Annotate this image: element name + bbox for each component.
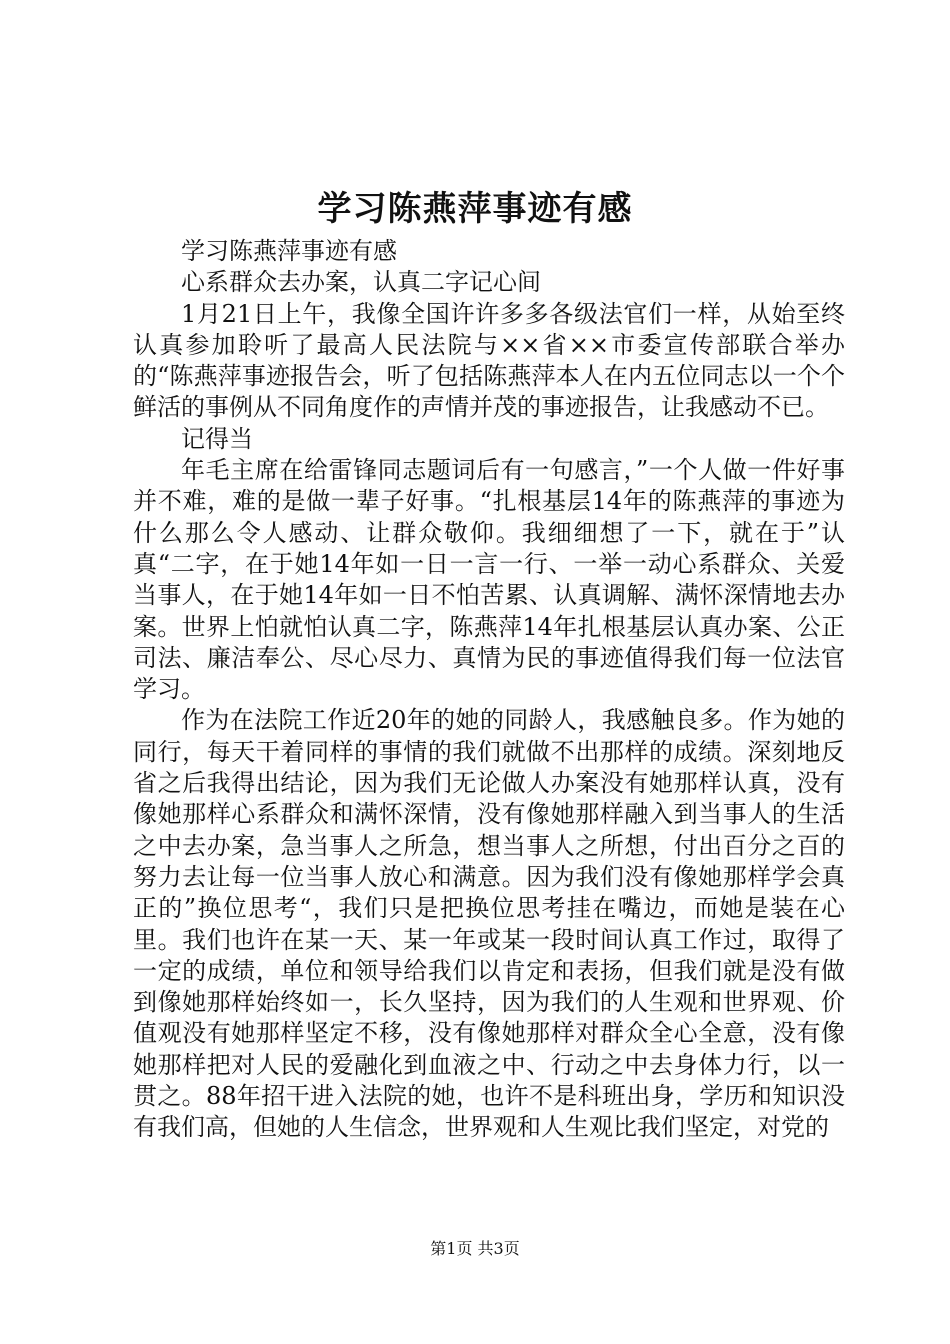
paragraph: 年毛主席在给雷锋同志题词后有一句感言，”一个人做一件好事并不难，难的是做一辈子好事。“扎根基层14年的陈燕萍的事迹为什么那么令人感动、让群众敬仰。我细细想了一下，就在于”认真“二字，在于她14年如一日一言一行、一举一动心系群众、关爱当事人，在于她14年如一日不怕苦累、认真调解、满怀深情地去办案。世界上怕就怕认真二字，陈燕萍14年扎根基层认真办案、公正司法、廉洁奉公、尽心尽力、真情为民的事迹值得我们每一位法官学习。 xyxy=(133,456,845,704)
document-body xyxy=(133,236,845,1144)
paragraph-heading: 心系群众去办案，认真二字记心间 xyxy=(181,268,541,297)
paragraph: 作为在法院工作近20年的她的同龄人，我感触良多。作为她的同行，每天干着同样的事情的我们就做不出那样的成绩。深刻地反省之后我得出结论，因为我们无论做人办案没有她那样认真，没有像她那样心系群众和满怀深情，没有像她那样融入到当事人的生活之中去办案，急当事人之所急，想当事人之所想，付出百分之百的努力去让每一位当事人放心和满意。因为我们没有像她那样学会真正的”换位思考“，我们只是把换位思考挂在嘴边，而她是装在心里。我们也许在某一天、某一年或某一段时间认真工作过，取得了一定的成绩，单位和领导给我们以肯定和表扬，但我们就是没有做到像她那样始终如一，长久坚持，因为我们的人生观和世界观、价值观没有她那样坚定不移，没有像她那样对群众全心全意，没有像她那样把对人民的爱融化到血液之中、行动之中去身体力行，以一贯之。88年招干进入法院的她，也许不是科班出身，学历和知识没有我们高，但她的人生信念，世界观和人生观比我们坚定，对党的 xyxy=(133,706,845,1142)
paragraph: 1月21日上午，我像全国许许多多各级法官们一样，从始至终认真参加聆听了最高人民法院与××省××市委宣传部联合举办的“陈燕萍事迹报告会，听了包括陈燕萍本人在内五位同志以一个个鲜活的事例从不同角度作的声情并茂的事迹报告，让我感动不已。 xyxy=(133,299,845,422)
document-title: 学习陈燕萍事迹有感 xyxy=(317,189,633,229)
paragraph-subtitle: 学习陈燕萍事迹有感 xyxy=(181,237,397,265)
paragraph: 记得当 xyxy=(181,424,253,453)
page-footer: 第1页 共3页 xyxy=(430,1239,520,1258)
